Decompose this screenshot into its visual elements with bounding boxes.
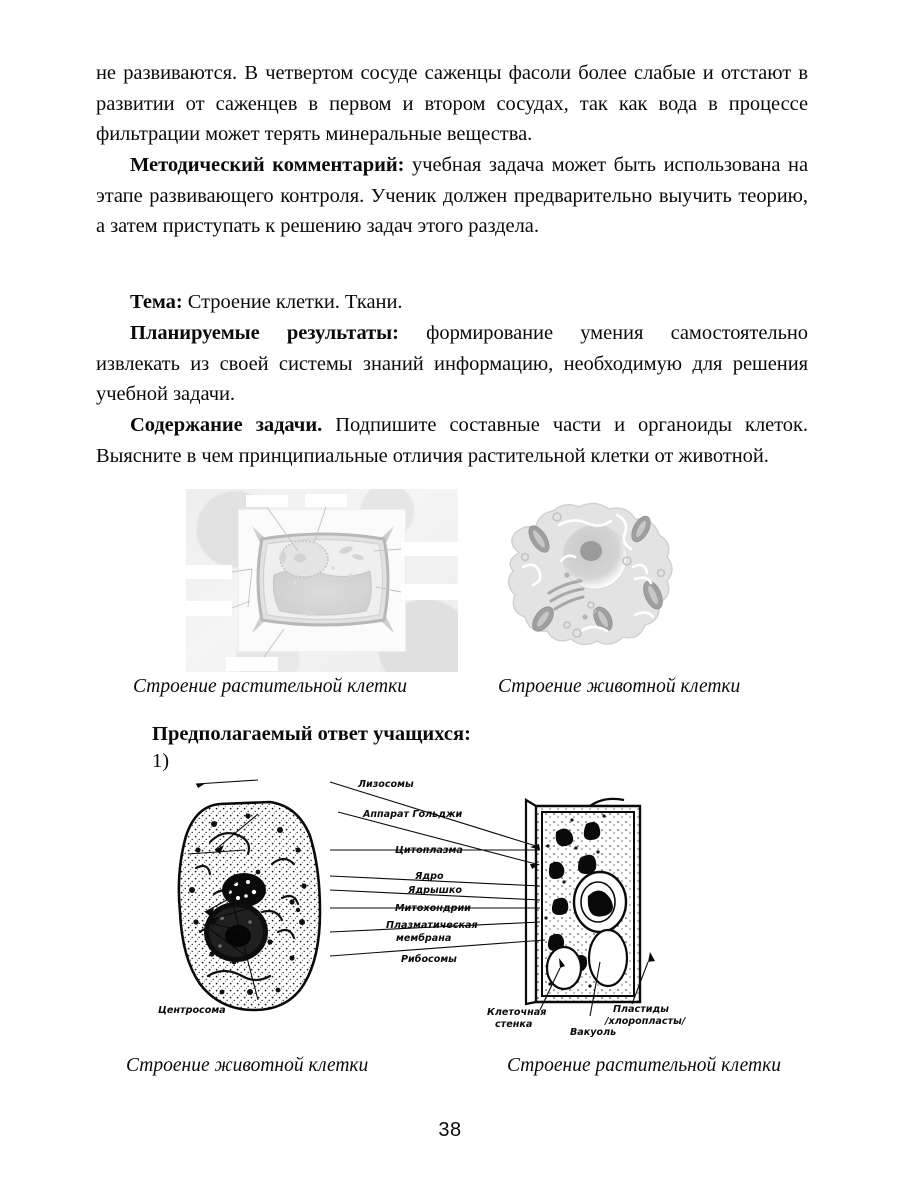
label-stenka: стенка [495, 1019, 533, 1030]
animal-cell-labeled [172, 792, 332, 1022]
label-yadro: Ядро [415, 871, 444, 882]
caption-animal-cell-bottom: Строение животной клетки [126, 1055, 369, 1076]
task-lead: Содержание задачи. [130, 414, 323, 436]
methodical-lead: Методический комментарий: [130, 154, 405, 176]
caption-plant-cell-top: Строение растительной клетки [133, 676, 407, 697]
paragraph-theme-line [96, 287, 808, 318]
page-number: 38 [438, 1119, 462, 1141]
caption-plant-cell-bottom: Строение растительной клетки [507, 1055, 781, 1076]
paragraph-planned-line [96, 318, 808, 410]
paragraph-task-line [96, 410, 808, 471]
label-plazmaticheskaya: Плазматическая [386, 920, 478, 931]
label-yadryshko: Ядрышко [408, 885, 462, 896]
label-kletochnaya: Клеточная [487, 1007, 547, 1018]
label-citoplazma: Цитоплазма [395, 845, 463, 856]
paragraph-theme [96, 287, 808, 318]
answer-item-number: 1) [152, 750, 170, 772]
caption-animal-cell-top: Строение животной клетки [498, 676, 741, 697]
label-centrosoma: Центросома [158, 1005, 226, 1016]
label-leader-lines [186, 489, 458, 672]
animal-cell-image [495, 495, 679, 655]
figure-row-top [0, 489, 900, 674]
paragraph-continued [96, 58, 808, 150]
paragraph-continued-text: не развиваются. В четвертом сосуде саженцы фасоли более слабые и отстают в развитии от саженцев в первом и втором сосудах, так как вода в процессе фильтрации может терять минеральные вещества. [96, 62, 808, 145]
label-membrana: мембрана [396, 933, 452, 944]
paragraph-task [96, 410, 808, 471]
planned-lead: Планируемые результаты: [130, 322, 399, 344]
figure-row-bottom [0, 772, 900, 1047]
plant-cell-worksheet-image [186, 489, 458, 672]
label-plastidy: Пластиды [613, 1004, 669, 1015]
methodical-text: учебная задача может быть использована на этапе развивающего контроля. Ученик должен предварительно выучить теорию, а затем приступать к решению задач этого раздела. [96, 154, 809, 237]
label-vakuol: Вакуоль [570, 1027, 617, 1038]
task-text: Подпишите составные части и органоиды клеток. Выясните в чем принципиальные отличия растительной клетки от животной. [96, 414, 808, 467]
label-apparat-goldgi: Аппарат Гольджи [363, 809, 463, 820]
label-mitohondrii: Митохондрии [395, 903, 471, 914]
label-lizosomy: Лизосомы [358, 779, 414, 790]
paragraph-planned [96, 318, 808, 410]
labeled-cells-diagram [0, 772, 900, 1047]
paragraph-methodical-line [96, 150, 808, 242]
paragraph-methodical [96, 150, 808, 242]
theme-text: Строение клетки. Ткани. [182, 291, 403, 313]
planned-text: формирование умения самостоятельно извлекать из своей системы знаний информацию, необходимую для решения учебной задачи. [96, 322, 808, 405]
theme-lead: Тема: [130, 291, 183, 313]
answer-heading: Предполагаемый ответ учащихся: [152, 723, 471, 745]
label-ribosomy: Рибосомы [401, 954, 457, 965]
label-hloroplasty: /хлоропласты/ [605, 1016, 686, 1027]
